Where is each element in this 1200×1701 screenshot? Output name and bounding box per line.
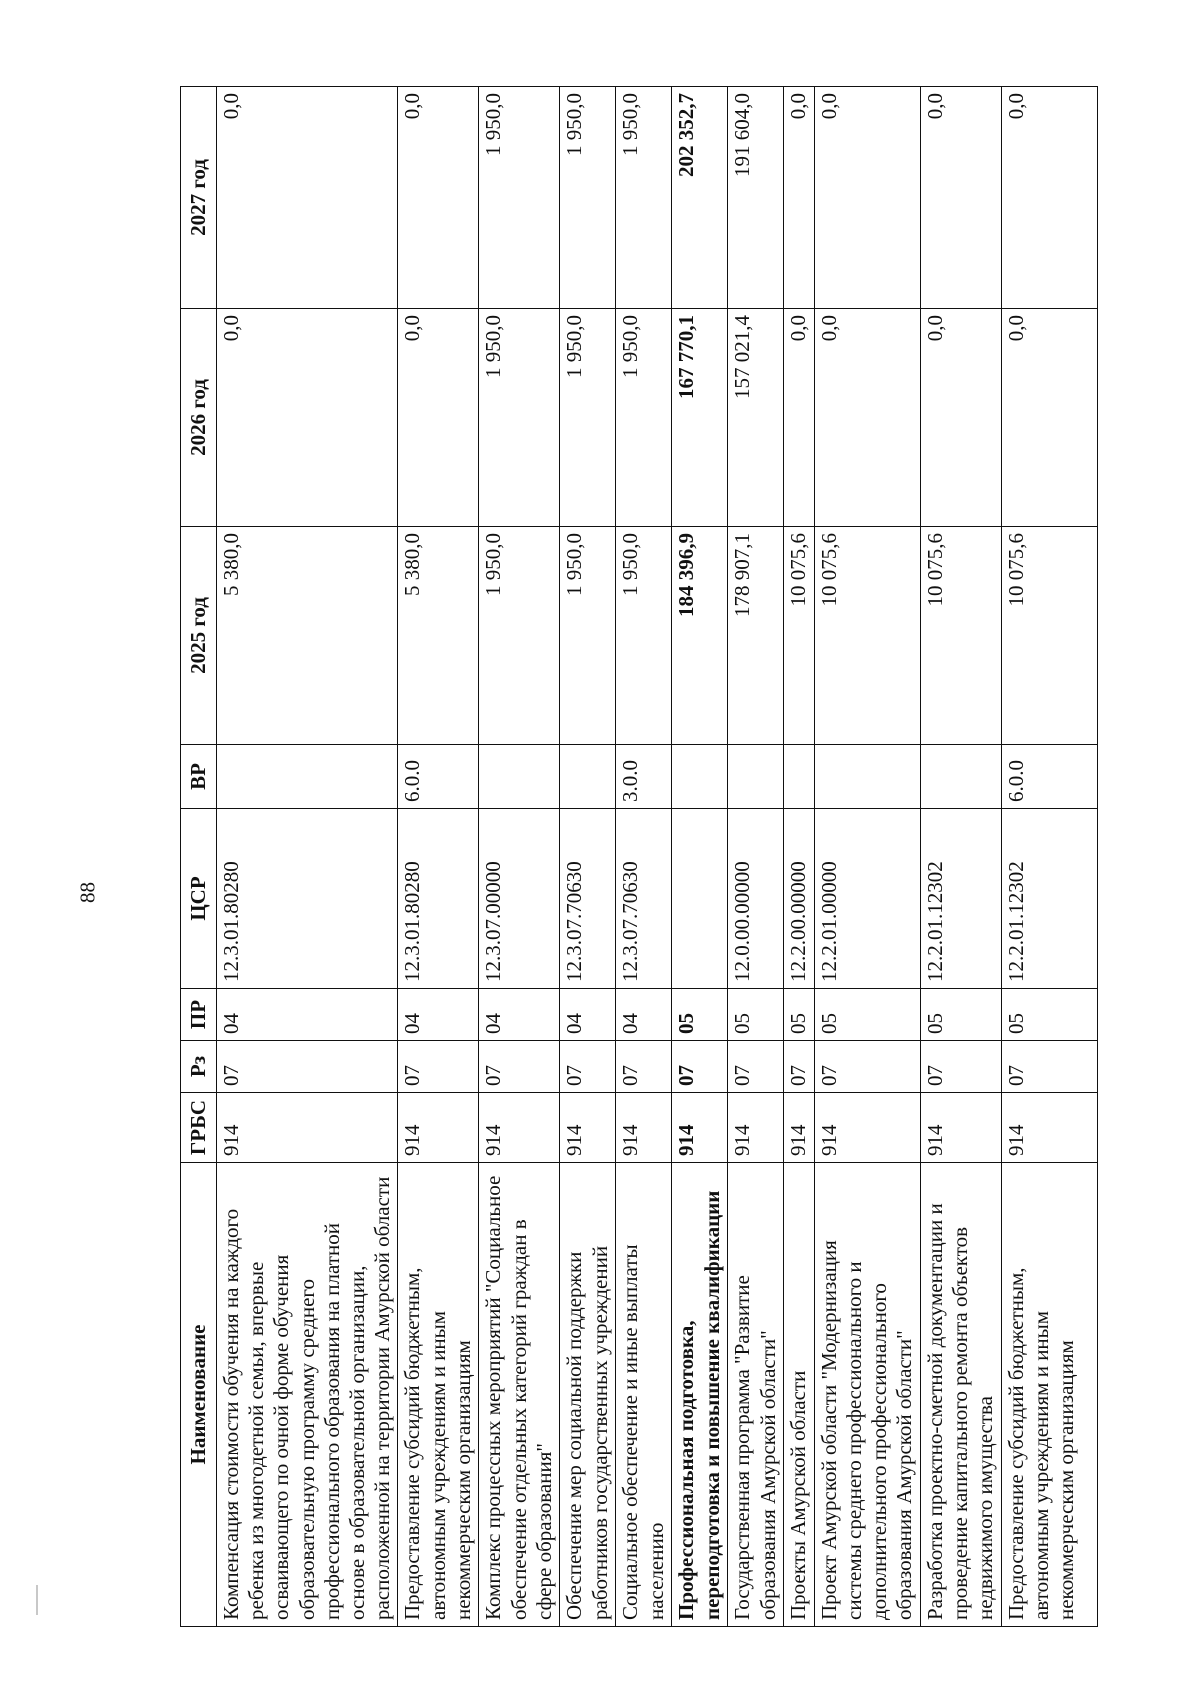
row-vr [920, 745, 1001, 809]
row-grbs: 914 [920, 1093, 1001, 1163]
table-row [398, 87, 479, 1627]
row-2025: 5 380,0 [217, 527, 398, 745]
row-2026: 167 770,1 [672, 309, 728, 527]
row-rz: 07 [560, 1041, 616, 1093]
table-header-row [181, 87, 217, 1627]
row-csr: 12.2.00.00000 [784, 809, 814, 989]
row-csr: 12.2.01.00000 [814, 809, 920, 989]
rotated-table-container [180, 87, 1090, 1627]
table-row [920, 87, 1001, 1627]
row-2026: 0,0 [920, 309, 1001, 527]
row-2026: 1 950,0 [479, 309, 560, 527]
row-2027: 0,0 [920, 87, 1001, 309]
row-pr: 04 [560, 989, 616, 1041]
row-name: Социальное обеспечение и иные выплаты населению [616, 1163, 672, 1627]
row-name: Профессиональная подготовка, переподготовка и повышение квалификации [672, 1163, 728, 1627]
row-grbs: 914 [672, 1093, 728, 1163]
header-pr: ПР [181, 989, 217, 1041]
row-pr: 05 [1001, 989, 1097, 1041]
row-vr [784, 745, 814, 809]
row-2025: 10 075,6 [784, 527, 814, 745]
row-name: Разработка проектно-сметной документации и проведение капитального ремонта объектов недвижимого имущества [920, 1163, 1001, 1627]
row-2025: 178 907,1 [728, 527, 784, 745]
row-rz: 07 [398, 1041, 479, 1093]
row-rz: 07 [814, 1041, 920, 1093]
row-grbs: 914 [560, 1093, 616, 1163]
row-rz: 07 [479, 1041, 560, 1093]
row-2027: 1 950,0 [560, 87, 616, 309]
row-vr [560, 745, 616, 809]
table-row [814, 87, 920, 1627]
budget-table [180, 86, 1098, 1627]
row-pr: 05 [728, 989, 784, 1041]
row-2027: 0,0 [217, 87, 398, 309]
row-2026: 0,0 [1001, 309, 1097, 527]
row-csr: 12.3.07.00000 [479, 809, 560, 989]
row-rz: 07 [728, 1041, 784, 1093]
row-rz: 07 [920, 1041, 1001, 1093]
row-vr: 6.0.0 [1001, 745, 1097, 809]
header-vr: ВР [181, 745, 217, 809]
table-row [217, 87, 398, 1627]
row-csr: 12.3.07.70630 [560, 809, 616, 989]
table-row [728, 87, 784, 1627]
row-csr: 12.3.01.80280 [217, 809, 398, 989]
row-pr: 04 [479, 989, 560, 1041]
row-grbs: 914 [1001, 1093, 1097, 1163]
row-vr [814, 745, 920, 809]
row-csr: 12.2.01.12302 [920, 809, 1001, 989]
row-vr [728, 745, 784, 809]
row-2027: 0,0 [398, 87, 479, 309]
row-2026: 1 950,0 [560, 309, 616, 527]
row-name: Предоставление субсидий бюджетным, автономным учреждениям и иным некоммерческим организациям [1001, 1163, 1097, 1627]
row-pr: 05 [814, 989, 920, 1041]
row-2026: 0,0 [398, 309, 479, 527]
table-row [560, 87, 616, 1627]
row-2027: 191 604,0 [728, 87, 784, 309]
table-row [479, 87, 560, 1627]
row-2025: 1 950,0 [560, 527, 616, 745]
row-rz: 07 [1001, 1041, 1097, 1093]
row-2026: 1 950,0 [616, 309, 672, 527]
table-row [616, 87, 672, 1627]
row-rz: 07 [217, 1041, 398, 1093]
row-2025: 1 950,0 [479, 527, 560, 745]
row-name: Предоставление субсидий бюджетным, автономным учреждениям и иным некоммерческим организациям [398, 1163, 479, 1627]
row-grbs: 914 [616, 1093, 672, 1163]
row-rz: 07 [672, 1041, 728, 1093]
row-name: Проекты Амурской области [784, 1163, 814, 1627]
row-2025: 10 075,6 [1001, 527, 1097, 745]
row-2025: 5 380,0 [398, 527, 479, 745]
row-2026: 0,0 [784, 309, 814, 527]
row-2027: 0,0 [814, 87, 920, 309]
row-grbs: 914 [479, 1093, 560, 1163]
header-rz: Рз [181, 1041, 217, 1093]
row-grbs: 914 [728, 1093, 784, 1163]
row-2026: 0,0 [217, 309, 398, 527]
row-pr: 05 [920, 989, 1001, 1041]
row-name: Проект Амурской области "Модернизация системы среднего профессионального и дополнительного профессионального образования Амурской области" [814, 1163, 920, 1627]
row-vr [217, 745, 398, 809]
row-2027: 1 950,0 [479, 87, 560, 309]
row-2025: 1 950,0 [616, 527, 672, 745]
row-2027: 0,0 [1001, 87, 1097, 309]
row-grbs: 914 [814, 1093, 920, 1163]
header-grbs: ГРБС [181, 1093, 217, 1163]
row-name: Обеспечение мер социальной поддержки работников государственных учреждений [560, 1163, 616, 1627]
row-csr [672, 809, 728, 989]
row-csr: 12.3.07.70630 [616, 809, 672, 989]
row-vr: 6.0.0 [398, 745, 479, 809]
row-name: Государственная программа "Развитие образования Амурской области" [728, 1163, 784, 1627]
row-pr: 04 [217, 989, 398, 1041]
row-grbs: 914 [784, 1093, 814, 1163]
row-vr [672, 745, 728, 809]
header-csr: ЦСР [181, 809, 217, 989]
row-csr: 12.0.00.00000 [728, 809, 784, 989]
table-row [1001, 87, 1097, 1627]
row-2026: 157 021,4 [728, 309, 784, 527]
row-grbs: 914 [217, 1093, 398, 1163]
row-pr: 05 [672, 989, 728, 1041]
header-2026: 2026 год [181, 309, 217, 527]
page-number: 88 [75, 882, 100, 903]
row-2025: 10 075,6 [814, 527, 920, 745]
row-csr: 12.3.01.80280 [398, 809, 479, 989]
row-2026: 0,0 [814, 309, 920, 527]
row-vr [479, 745, 560, 809]
row-grbs: 914 [398, 1093, 479, 1163]
row-2027: 202 352,7 [672, 87, 728, 309]
row-name: Комплекс процессных мероприятий "Социальное обеспечение отдельных категорий граждан в сфере образования" [479, 1163, 560, 1627]
row-2027: 1 950,0 [616, 87, 672, 309]
row-rz: 07 [616, 1041, 672, 1093]
row-pr: 04 [398, 989, 479, 1041]
row-2025: 184 396,9 [672, 527, 728, 745]
table-row [784, 87, 814, 1627]
table-row [672, 87, 728, 1627]
row-2025: 10 075,6 [920, 527, 1001, 745]
row-2027: 0,0 [784, 87, 814, 309]
row-pr: 05 [784, 989, 814, 1041]
header-name: Наименование [181, 1163, 217, 1627]
row-csr: 12.2.01.12302 [1001, 809, 1097, 989]
header-2025: 2025 год [181, 527, 217, 745]
row-pr: 04 [616, 989, 672, 1041]
scan-artifact-line [36, 1585, 38, 1615]
header-2027: 2027 год [181, 87, 217, 309]
row-name: Компенсация стоимости обучения на каждого ребенка из многодетной семьи, впервые осваивающего по очной форме обучения образовательную программу среднего профессионального образования на платной основе в образовательной организации, расположенной на территории Амурской области [217, 1163, 398, 1627]
row-vr: 3.0.0 [616, 745, 672, 809]
row-rz: 07 [784, 1041, 814, 1093]
